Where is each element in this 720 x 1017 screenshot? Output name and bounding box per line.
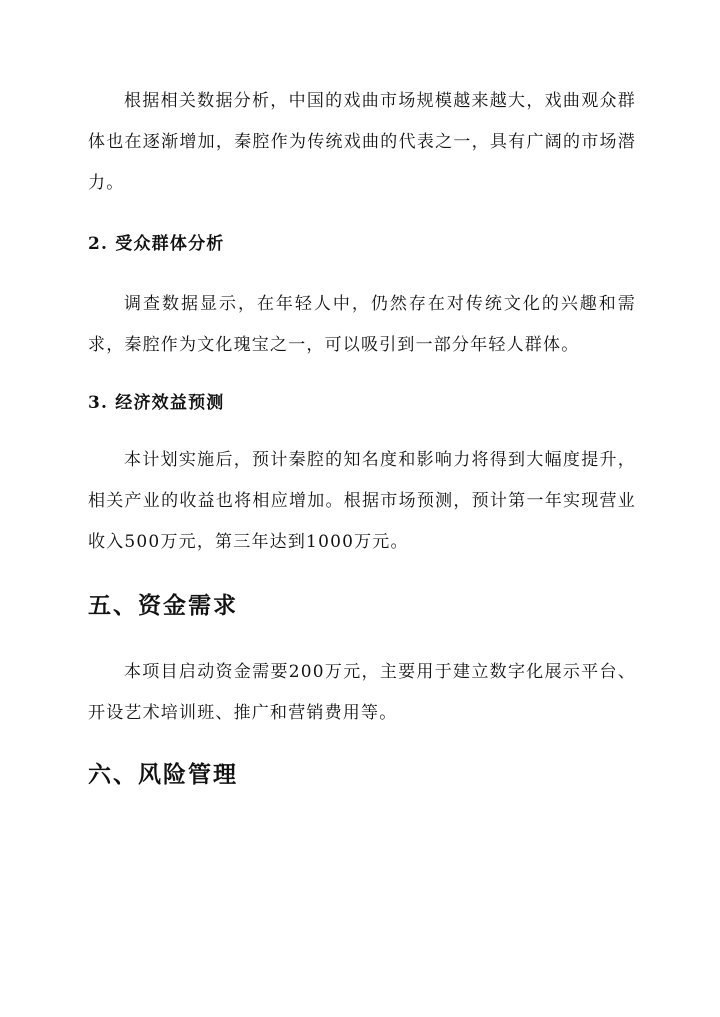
- subheading-economic-forecast: 3. 经济效益预测: [88, 393, 225, 413]
- section-heading-risk-management: 六、风险管理: [88, 761, 238, 788]
- paragraph-audience-analysis: 调查数据显示，在年轻人中，仍然存在对传统文化的兴趣和需求，秦腔作为文化瑰宝之一，可以吸引到一部分年轻人群体。: [88, 294, 636, 355]
- section-heading-funding: 五、资金需求: [88, 592, 238, 619]
- paragraph-market-potential: 根据相关数据分析，中国的戏曲市场规模越来越大，戏曲观众群体也在逐渐增加，秦腔作为传统戏曲的代表之一，具有广阔的市场潜力。: [88, 91, 636, 193]
- paragraph-economic-forecast: 本计划实施后，预计秦腔的知名度和影响力将得到大幅度提升，相关产业的收益也将相应增加。根据市场预测，预计第一年实现营业收入500万元，第三年达到1000万元。: [88, 450, 636, 552]
- subheading-audience-analysis: 2. 受众群体分析: [88, 234, 225, 254]
- paragraph-funding: 本项目启动资金需要200万元，主要用于建立数字化展示平台、开设艺术培训班、推广和营销费用等。: [88, 662, 636, 723]
